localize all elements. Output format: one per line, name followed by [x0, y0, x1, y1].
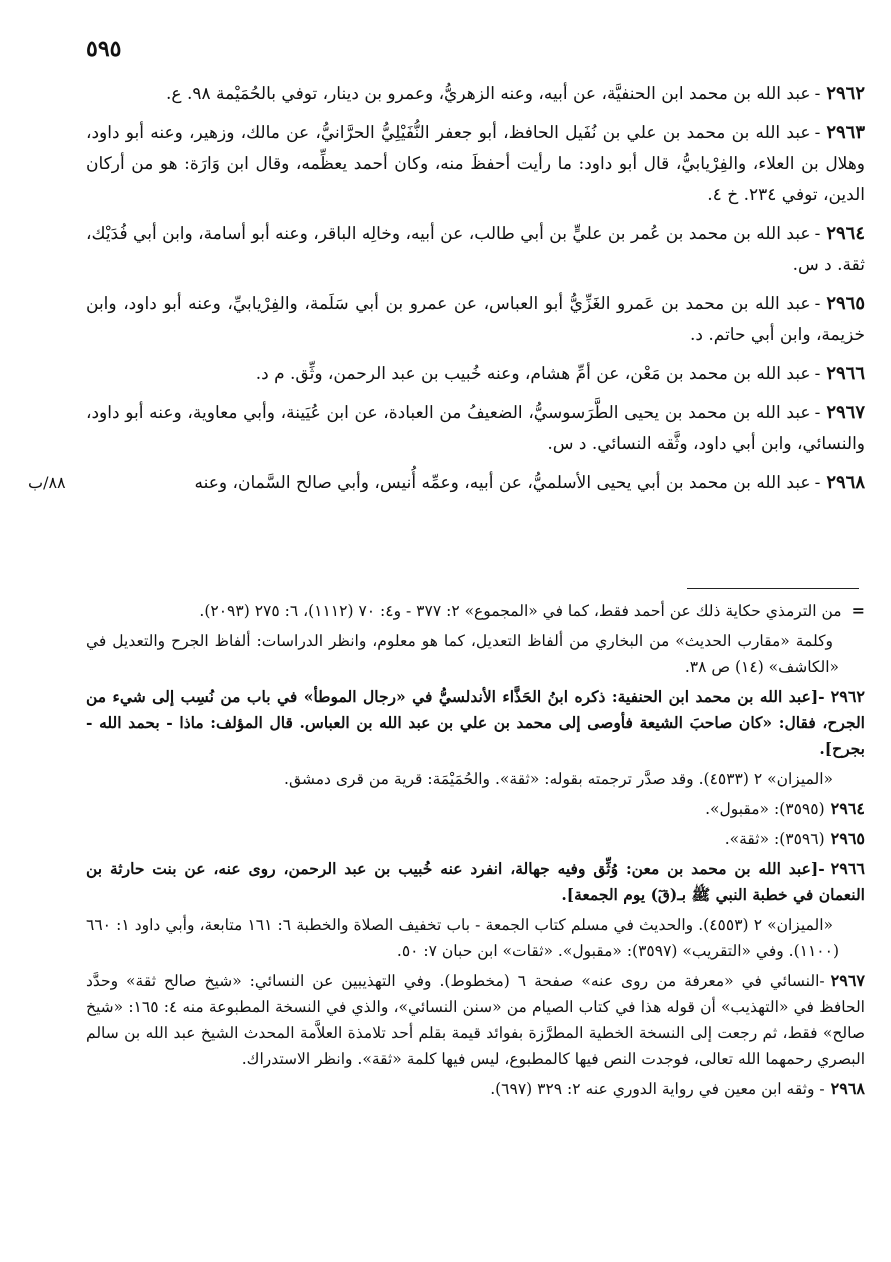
footnote-number: ٢٩٦٧ [830, 971, 865, 990]
footnote-text: «الميزان» ٢ (٤٥٣٣). وقد صدَّر ترجمته بقوله: «ثقة». والحُمَيْمَة: قرية من قرى دمشق. [284, 770, 833, 788]
footnote [86, 856, 865, 908]
footnote [86, 684, 865, 762]
entry-number: ٢٩٦٥ [826, 293, 865, 314]
footnote [86, 912, 865, 964]
footnote-text: -[عبد الله بن محمد بن معن: وُثِّق وفيه جهالة، انفرد عنه خُبيب بن عبد الرحمن، روى عنه، عن بنت حارثة بن النعمان في خطبة النبي ﷺ بـ(قٓ) يوم الجمعة]. [86, 859, 865, 904]
entry-text: عبد الله بن محمد بن مَعْن، عن أمِّ هشام، وعنه خُبيب بن عبد الرحمن، وثِّق. م د. [255, 364, 811, 384]
biography-entry: ٢٩٦٢-عبد الله بن محمد ابن الحنفيَّة، عن أبيه، وعنه الزهريُّ، وعمرو بن دينار، توفي بالحُمَيْمة ٩٨. ع. [166, 83, 865, 104]
footnote [86, 766, 865, 792]
footnote-text: -النسائي في «معرفة من روى عنه» صفحة ٦ (مخطوط). وفي التهذيبين عن النسائي: «شيخ صالح ثقة» وحدَّد الحافظ في «التهذيب» أن قوله هذا في كتاب الصيام من «سنن النسائي»، والذي في النسخة المطبوعة منه ٤: ١٦٥: «شيخ صالح» فقط، ثم رجعت إلى النسخة الخطية المطرَّزة بفوائد قيمة بقلم أحد تلامذة العلاَّمة المحدث الشيخ عبد الله بن سالم البصري رحمهما الله تعالى، فوجدت النص فيها كالمطبوع، ليس فيها كلمة «ثقة». وانظر الاستدراك. [86, 972, 865, 1068]
manuscript-folio-marker: ٨٨/ب [28, 473, 66, 492]
entry-text: عبد الله بن محمد بن عَمرو الغَزِّيُّ أبو العباس، عن عمرو بن أبي سَلَمة، والفِرْيابيِّ، وعنه أبو داود، وابن خزيمة، وابن أبي حاتم. د. [86, 294, 865, 345]
page-number: ٥٩٥ [86, 36, 122, 62]
biography-entry: ٢٩٦٦-عبد الله بن محمد بن مَعْن، عن أمِّ هشام، وعنه خُبيب بن عبد الرحمن، وثِّق. م د. [255, 363, 865, 384]
footnote-text: (٣٥٩٦): «ثقة». [724, 830, 825, 848]
footnotes [86, 598, 865, 1106]
footnote [86, 598, 865, 624]
entry-number: ٢٩٦٤ [826, 223, 865, 244]
entry-number: ٢٩٦٢ [826, 83, 865, 104]
footnote [86, 796, 865, 822]
entry-number: ٢٩٦٨ [826, 472, 865, 493]
entry-text: عبد الله بن محمد بن أبي يحيى الأسلميُّ، عن أبيه، وعمِّه أُنيس، وأبي صالح السَّمان، وعنه [194, 473, 811, 493]
entry-text: عبد الله بن محمد بن علي بن نُفَيل الحافظ، أبو جعفر النُّفَيْلِيُّ الحرَّانيُّ، عن مالك، وزهير، وعنه أبو داود، وهلال بن العلاء، والفِرْيابيُّ، قال أبو داود: ما رأيت أحفظَ منه، وكان أحمد يعظِّمه، وقال ابن وَارَة: هو من أركان الدين، توفي ٢٣٤. خ ٤. [86, 123, 865, 205]
footnote-number: ٢٩٦٦ [830, 859, 865, 878]
entry-text: عبد الله بن محمد بن يحيى الطَّرَسوسيُّ، الضعيفُ من العبادة، عن ابن عُيَينة، وأبي معاوية، وعنه أبو داود، والنسائي، وابن أبي داود، وثَّقه النسائي. د س. [86, 403, 865, 454]
entry-text: عبد الله بن محمد بن عُمر بن عليٍّ بن أبي طالب، عن أبيه، وخالِه الباقر، وعنه أبو أسامة، وابن أبي فُدَيْك، ثقة. د س. [86, 224, 865, 275]
footnote-number: ٢٩٦٤ [830, 799, 865, 818]
footnote-text: وكلمة «مقارب الحديث» من البخاري من ألفاظ التعديل، كما هو معلوم، وانظر الدراسات: ألفاظ الجرح والتعديل في «الكاشف» (١٤) ص ٣٨. [86, 632, 839, 676]
entry-number: ٢٩٦٧ [826, 402, 865, 423]
footnote-text: «الميزان» ٢ (٤٥٥٣). والحديث في مسلم كتاب الجمعة - باب تخفيف الصلاة والخطبة ٦: ١٦١ متابعة، وأبي داود ١: ٦٦٠ (١١٠٠). وفي «التقريب» (٣٥٩٧): «مقبول». «ثقات» ابن حبان ٧: ٥٠. [86, 916, 839, 960]
footnote [86, 968, 865, 1072]
main-text [28, 78, 865, 506]
footnote [86, 1076, 865, 1102]
footnote-text: من الترمذي حكاية ذلك عن أحمد فقط، كما في «المجموع» ٢: ٣٧٧ - و٤: ٧٠ (١١١٢)، ٦: ٢٧٥ (٢٠٩٣). [199, 602, 842, 620]
footnote-number: ٢٩٦٢ [830, 687, 865, 706]
footnote-divider [687, 588, 859, 589]
entry-text: عبد الله بن محمد ابن الحنفيَّة، عن أبيه، وعنه الزهريُّ، وعمرو بن دينار، توفي بالحُمَيْمة ٩٨. ع. [166, 84, 811, 104]
footnote [86, 826, 865, 852]
entry-number: ٢٩٦٦ [826, 363, 865, 384]
footnote-number: = [851, 601, 865, 620]
footnote-text: (٣٥٩٥): «مقبول». [705, 800, 825, 818]
biography-entry: ٢٩٦٣-عبد الله بن محمد بن علي بن نُفَيل الحافظ، أبو جعفر النُّفَيْلِيُّ الحرَّانيُّ، عن مالك، وزهير، وعنه أبو داود، وهلال بن العلاء، والفِرْيابيُّ، قال أبو داود: ما رأيت أحفظَ منه، وكان أحمد يعظِّمه، وقال ابن وَارَة: هو من أركان الدين، توفي ٢٣٤. خ ٤. [86, 122, 865, 205]
footnote-text: -[عبد الله بن محمد ابن الحنفية: ذكره ابنُ الحَذَّاء الأندلسيُّ في «رجال الموطأ» في باب من نُسِب إلى شيء من الجرح، فقال: «كان صاحبَ الشيعة فأوصى إلى محمد بن علي بن عبد الله بن العباس. قال المؤلف: ماذا - بحمد الله - بجرح]. [86, 687, 865, 758]
biography-entry: ٢٩٦٥-عبد الله بن محمد بن عَمرو الغَزِّيُّ أبو العباس، عن عمرو بن أبي سَلَمة، والفِرْيابيِّ، وعنه أبو داود، وابن خزيمة، وابن أبي حاتم. د. [86, 293, 865, 345]
biography-entry: ٢٩٦٤-عبد الله بن محمد بن عُمر بن عليٍّ بن أبي طالب، عن أبيه، وخالِه الباقر، وعنه أبو أسامة، وابن أبي فُدَيْك، ثقة. د س. [86, 223, 865, 275]
entry-number: ٢٩٦٣ [826, 122, 865, 143]
footnote-number: ٢٩٦٨ [830, 1079, 865, 1098]
footnote-text: - وثقه ابن معين في رواية الدوري عنه ٢: ٣٢٩ (٦٩٧). [490, 1080, 825, 1098]
biography-entry: ٨٨/ب ٢٩٦٨-عبد الله بن محمد بن أبي يحيى الأسلميُّ، عن أبيه، وعمِّه أُنيس، وأبي صالح السَّمان، وعنه [86, 467, 865, 499]
biography-entry: ٢٩٦٧-عبد الله بن محمد بن يحيى الطَّرَسوسيُّ، الضعيفُ من العبادة، عن ابن عُيَينة، وأبي معاوية، وعنه أبو داود، والنسائي، وابن أبي داود، وثَّقه النسائي. د س. [86, 402, 865, 454]
footnote-number: ٢٩٦٥ [830, 829, 865, 848]
footnote [86, 628, 865, 680]
